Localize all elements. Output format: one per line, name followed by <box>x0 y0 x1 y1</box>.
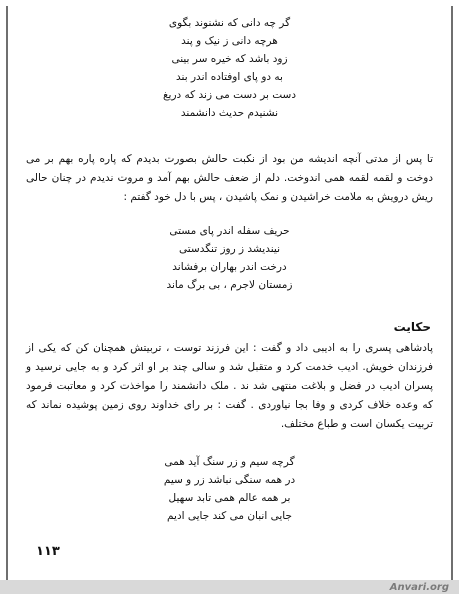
poem-line: در همه سنگی نباشد زر و سیم <box>163 474 296 486</box>
poem-3 <box>0 453 459 525</box>
poem-line: به دو پای اوفتاده اندر بند <box>176 71 283 83</box>
page-number: ۱۱۳ <box>36 544 60 559</box>
poem-line: نشنیدم حدیث دانشمند <box>180 107 279 119</box>
poem-line: بر همه عالم همی تابد سهیل <box>168 492 291 504</box>
poem-line: نیندیشد ز روز تنگدستی <box>179 243 280 255</box>
poem-line: گرچه سیم و زر سنگ آید همی <box>164 456 295 468</box>
section-heading: حکایت <box>393 320 431 334</box>
poem-line: حریف سفله اندر پای مستی <box>169 225 290 237</box>
paragraph-1: تا پس از مدتی آنچه اندیشه من بود از نکبت حالش بصورت بدیدم که پاره پاره بهم بر می دوخت و لقمه لقمه همی اندوخت. دلم از ضعف حالش بهم آمد و مروت ندیدم در چنان حالی ریش درویش به ملامت خراشیدن و نمک پاشیدن ، پس با دل خود گفتم : <box>26 153 433 203</box>
poem-line: دست بر دست می زند که دریغ <box>162 89 297 101</box>
poem-line: گر چه دانی که نشنوند بگوی <box>168 17 291 29</box>
paragraph-2: پادشاهی پسری را به ادیبی داد و گفت : این فرزند توست ، تربیتش همچنان کن که یکی از فرزندان خویش. ادیب خدمت کرد و متقبل شد و سالی چند بر او اثر کرد و به جایی نرسید و پسران ادیب در فضل و بلاغت منتهی شد ند . ملک دانشمند را مواخذت کرد و معاتبت فرمود که وعده خلاف کردی و وفا بجا نیاوردی . گفت : بر رای خداوند روی زمین پوشیده نماند که تربیت یکسان است و طباع مختلف. <box>26 342 433 430</box>
poem-1 <box>0 14 459 122</box>
watermark: Anvari.org <box>389 582 449 593</box>
poem-line: زمستان لاجرم ، بی برگ ماند <box>166 279 293 291</box>
poem-line: زود باشد که خیره سر بینی <box>171 53 288 65</box>
poem-line: درخت اندر بهاران برفشاند <box>172 261 287 273</box>
footer-band <box>0 580 459 594</box>
poem-2 <box>0 222 459 294</box>
poem-line: هرچه دانی ز نیک و پند <box>181 35 278 47</box>
poem-line: جایی انبان می کند جایی ادیم <box>167 510 292 522</box>
